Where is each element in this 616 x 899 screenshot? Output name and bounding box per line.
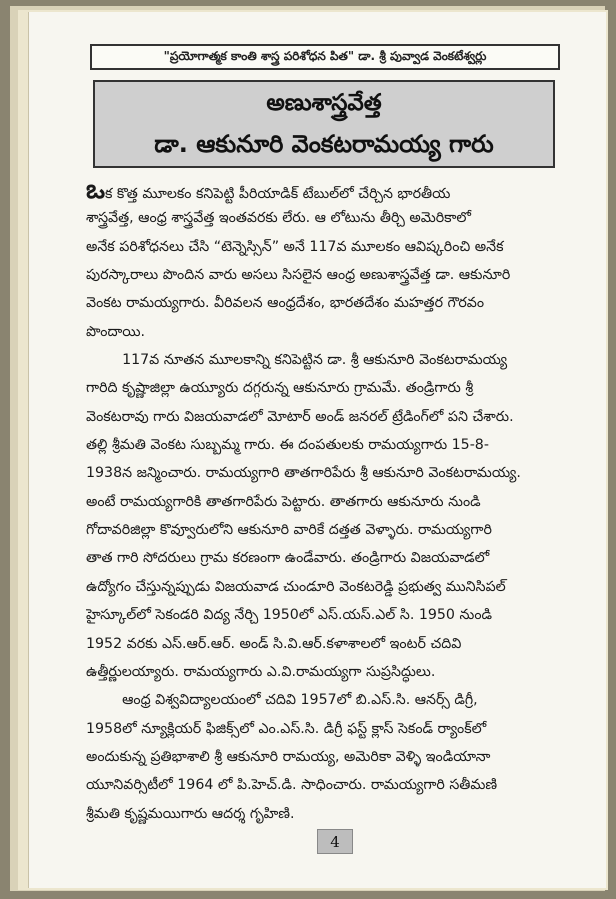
body-line: శాస్త్రవేత్త, ఆంధ్ర శాస్త్రవేత్త ఇంతవరకు లేరు. ఆ లోటును తీర్చి అమెరికాలో [86,210,472,227]
body-line: గారిది కృష్ణాజిల్లా ఉయ్యూరు దగ్గరున్న ఆకునూరు గ్రామమే. తండ్రిగారు శ్రీ [86,380,474,397]
body-line: వెంకటరావు గారు విజయవాడలో మోటార్ అండ్ జనరల్ ట్రేడింగ్‌లో పని చేశారు. [86,408,514,425]
body-line: 1952 వరకు ఎస్.ఆర్.ఆర్. అండ్ సి.వి.ఆర్.కళాశాలలో ఇంటర్ చదివి [86,635,462,652]
running-header [90,44,560,70]
body-line: క కొత్త మూలకం కనిపెట్టి పీరియాడిక్ టేబుల్‌లో చేర్చిన భారతీయ [105,186,451,202]
body-line: అనేక పరిశోధనలు చేసి “టెన్నెస్సిన్” అనే 117వ మూలకం ఆవిష్కరించి అనేక [86,238,504,255]
body-line: 1958లో న్యూక్లియర్ ఫిజిక్స్‌లో ఎం.ఎస్.సి. డిగ్రీ ఫస్ట్ క్లాస్ సెకండ్ ర్యాంక్‌లో [86,720,487,737]
body-line: ఉద్యోగం చేస్తున్నప్పుడు విజయవాడ చుండూరి వెంకటరెడ్డి ప్రభుత్వ మునిసిపల్ [86,578,506,595]
body-line-first [86,176,566,204]
page-number: 4 [317,829,353,854]
chapter-title-line-1: అణుశాస్త్రవేత్త [266,90,382,116]
body-line: పురస్కారాలు పొందిన వారు అసలు సిసలైన ఆంధ్ర అణుశాస్త్రవేత్త డా. ఆకునూరి [86,267,511,284]
body-line: 117వ నూతన మూలకాన్ని కనిపెట్టిన డా. శ్రీ ఆకునూరి వెంకటరామయ్య [86,352,508,369]
chapter-title-line-2: డా. ఆకునూరి వెంకటరామయ్య గారు [154,130,494,158]
chapter-title-box [93,80,555,168]
body-line: శ్రీమతి కృష్ణమయిగారు ఆదర్శ గృహిణి. [86,805,295,822]
body-line: యూనివర్సిటీలో 1964 లో పి.హెచ్.డి. సాధించారు. రామయ్యగారి సతీమణి [86,777,498,794]
body-line: వెంకట రామయ్యగారు. వీరివలన ఆంధ్రదేశం, భారతదేశం మహత్తర గౌరవం [86,295,485,312]
body-line: హైస్కూల్‌లో సెకండరి విద్య నేర్చి 1950లో ఎస్.యస్.ఎల్ సి. 1950 నుండి [86,607,493,624]
drop-cap: ఒ [86,176,106,205]
running-header-text: "ప్రయోగాత్మక కాంతి శాస్త్ర పరిశోధన పిత" డా. శ్రీ పువ్వాడ వెంకటేశ్వర్లు [163,48,487,63]
body-line: అంటే రామయ్యగారికి తాతగారిపేరు పెట్టారు. తాతగారు ఆకునూరు నుండి [86,493,481,510]
body-line: ఆంధ్ర విశ్వవిద్యాలయంలో చదివి 1957లో బి.ఎస్.సి. ఆనర్స్ డిగ్రీ, [86,692,478,709]
body-line: తాత గారి సోదరులు గ్రామ కరణంగా ఉండేవారు. తండ్రిగారు విజయవాడలో [86,550,490,567]
body-line: గోదావరిజిల్లా కొవ్వూరులోని ఆకునూరి వారికే దత్తత వెళ్ళారు. రామయ్యగారి [86,522,492,539]
body-line: పొందాయి. [86,323,145,340]
body-line: అందుకున్న ప్రతిభాశాలి శ్రీ ఆకునూరి రామయ్య, అమెరికా వెళ్ళి ఇండియానా [86,748,491,765]
body-line: ఉత్తీర్ణులయ్యారు. రామయ్యగారు ఎ.వి.రామయ్యగా సుప్రసిద్ధులు. [86,663,436,680]
body-text [86,176,566,828]
body-line: 1938న జన్మించారు. రామయ్యగారి తాతగారిపేరు శ్రీ ఆకునూరి వెంకటరామయ్య. [86,465,521,482]
body-line: తల్లి శ్రీమతి వెంకట సుబ్బమ్మ గారు. ఈ దంపతులకు రామయ్యగారు 15-8- [86,437,489,454]
